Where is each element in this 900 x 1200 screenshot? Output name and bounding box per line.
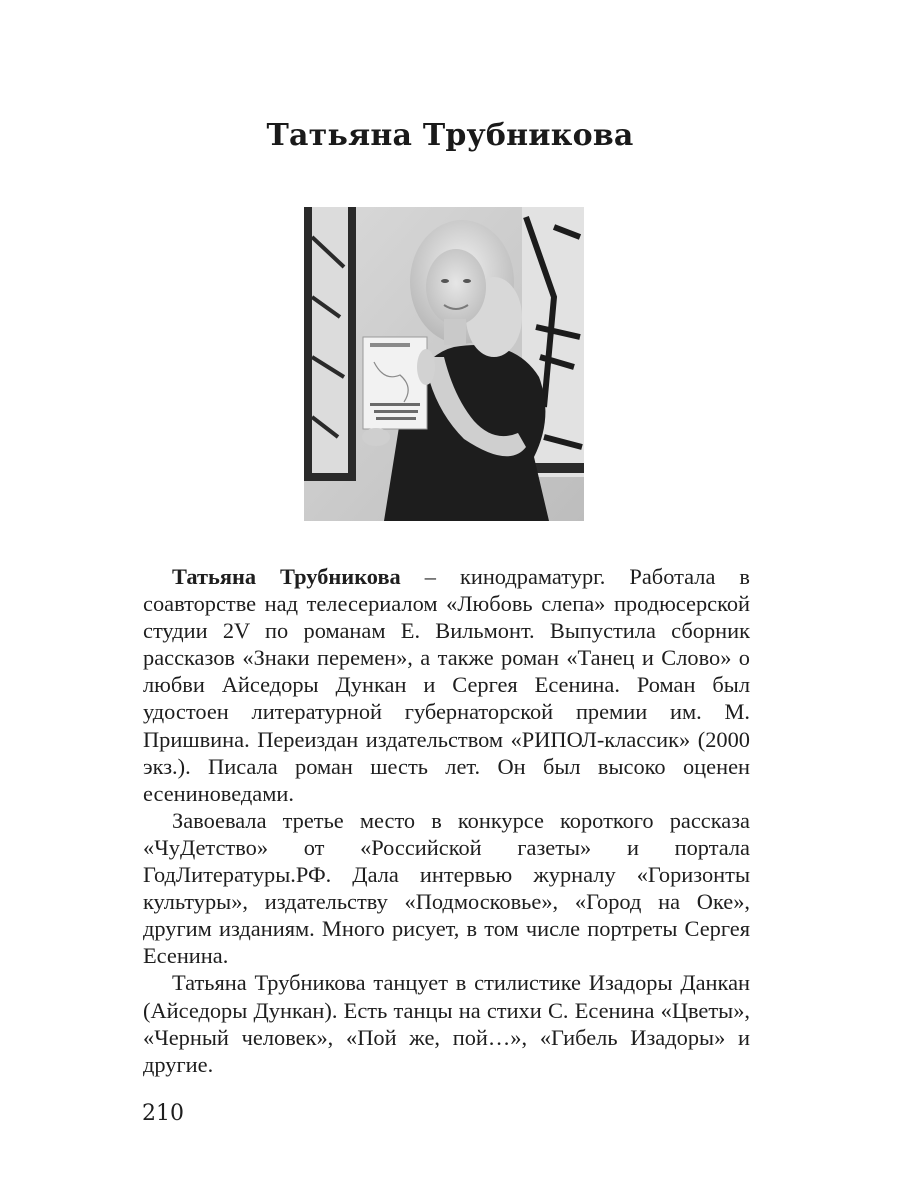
page-title: Татьяна Трубникова [266,118,634,153]
author-name-bold: Татьяна Трубникова [172,564,401,589]
book-icon [363,337,427,429]
paragraph-1 [143,563,750,807]
portrait-photo-icon [304,207,584,521]
author-photo [304,207,584,521]
paragraph-1-text: – кинодраматург. Работала в соавторстве над телесериалом «Любовь слепа» продюсерской студии 2V по романам Е. Вильмонт. Выпустила сборник рассказов «Знаки перемен», а также роман «Танец и Слово» о любви Айседоры Дункан и Сергея Есенина. Роман был удостоен литературной губернаторской премии им. М. Пришвина. Переиздан издательством «РИПОЛ-классик» (2000 экз.). Писала роман шесть лет. Он был высоко оценен есениноведами. [143,564,750,806]
biography-text [143,563,750,1078]
paragraph-2: Завоевала третье место в конкурсе короткого рассказа «ЧуДетство» от «Российской газеты» и портала ГодЛитературы.РФ. Дала интервью журналу «Горизонты культуры», издательству «Подмосковье», «Город на Оке», другим изданиям. Много рисует, в том числе портреты Сергея Есенина. [143,807,750,969]
page-number: 210 [142,1101,184,1126]
paragraph-3: Татьяна Трубникова танцует в стилистике Изадоры Данкан (Айседоры Дункан). Есть танцы на стихи С. Есенина «Цветы», «Черный человек», «Пой же, пой…», «Гибель Изадоры» и другие. [143,970,750,1077]
